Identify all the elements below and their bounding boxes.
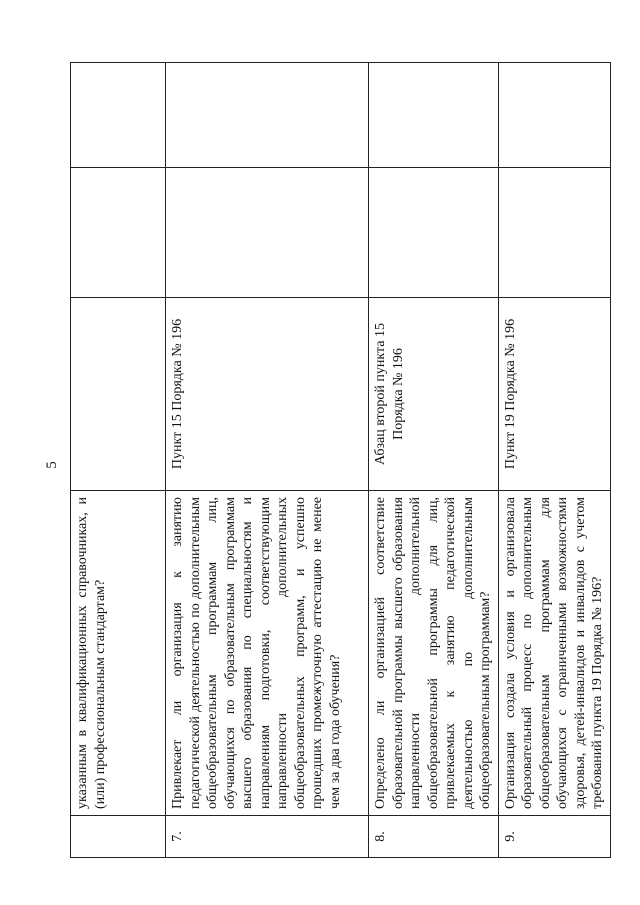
row-number-cell: 8. (369, 816, 499, 858)
question-cell: Организация создала условия и организовала образовательный процесс по дополнительным общеобразовательным программам для обучающихся с ограниченными возможностями здоровья, детей-инвалидов и инвалидов с учетом требований пункта 19 Порядка № 196? (498, 491, 610, 816)
table-row (71, 63, 166, 858)
row-number-cell (71, 816, 166, 858)
table-row (369, 63, 499, 858)
page-number: 5 (44, 461, 60, 469)
table-row (498, 63, 610, 858)
question-cell: указанным в квалификационных справочниках, и (или) профессиональным стандартам? (71, 491, 166, 816)
table-row (166, 63, 369, 858)
empty-cell (166, 63, 369, 168)
empty-cell (498, 168, 610, 298)
empty-cell (369, 63, 499, 168)
empty-cell (71, 63, 166, 168)
checklist-table-container (70, 63, 605, 858)
row-number-cell: 7. (166, 816, 369, 858)
question-cell: Привлекает ли организация к занятию педагогической деятельностью по дополнительным общеобразовательным программам лиц, обучающихся по образовательным программам высшего образования по специальностям и направлениям подготовки, соответствующим направленности дополнительных общеобразовательных программ, и успешно прошедших промежуточную аттестацию не менее чем за два года обучения? (166, 491, 369, 816)
empty-cell (369, 168, 499, 298)
reference-cell: Пункт 19 Порядка № 196 (498, 298, 610, 491)
reference-cell (71, 298, 166, 491)
reference-cell: Абзац второй пункта 15 Порядка № 196 (369, 298, 499, 491)
question-cell: Определено ли организацией соответствие образовательной программы высшего образования направленности дополнительной общеобразовательной программы для лиц, привлекаемых к занятию педагогической деятельностью по дополнительным общеобразовательным программам? (369, 491, 499, 816)
empty-cell (498, 63, 610, 168)
empty-cell (166, 168, 369, 298)
checklist-table (70, 62, 611, 858)
empty-cell (71, 168, 166, 298)
reference-cell: Пункт 15 Порядка № 196 (166, 298, 369, 491)
row-number-cell: 9. (498, 816, 610, 858)
